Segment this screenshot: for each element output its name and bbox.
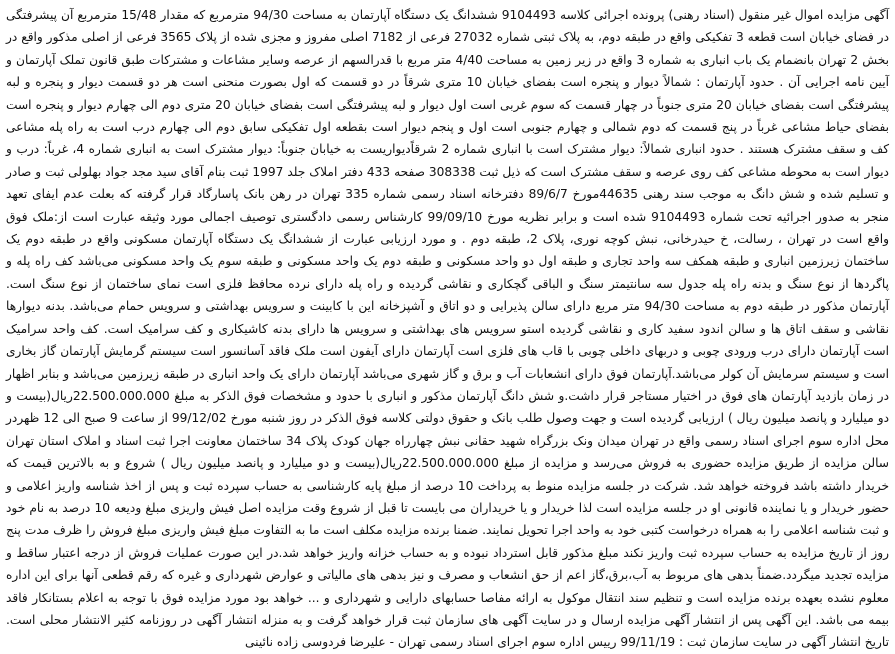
auction-notice-paragraph: آگهی مزایده اموال غیر منقول (اسناد رهنی) پرونده اجرائی کلاسه 9104493 ششدانگ یک دستگاه آپارتمان به مساحت 94/30 مترمربع که مقدار 15/48 مترمربع آن پیشرفتگی در فضای خیابان است قطعه 3 تفکیکی واقع در طبقه دوم، به پلاک ثبتی شماره 27032 فرعی از 7182 اصلی مفروز و مجزی شده از پلاک 3565 فرعی از اصلی مذکور واقع در بخش 2 تهران بانضمام یک باب انباری به شماره 3 واقع در زیر زمین به مساحت 4/40 متر مربع با قدرالسهم از عرصه وسایر مشاعات و مشترکات طبق قانون تملک آپارتمان و آیین نامه اجرایی آن . حدود آپارتمان : شمالاً دیوار و پنجره است بفضای خیابان 10 متری شرقاً در دو قسمت که اول بصورت منحنی است هر دو قسمت دیوار و پنجره و لبه پیشرفتگی است بفضای خیابان 20 متری جنوباً در چهار قسمت که سوم غربی است اول دیوار و لبه پیشرفتگی است بفضای خیابان 20 متری دوم الی چهارم دیوار و پنجره است بفضای حیاط مشاعی غرباً در پنج قسمت که دوم شمالی و چهارم جنوبی است اول و پنجم دیوار است بقطعه اول تفکیکی سابق دوم الی چهارم درب است به راه پله مشاعی کف و سقف مشترک هستند . حدود انباری شمالاً: دیوار مشترک است با انباری شماره 2 شرقاًدیواریست به خیابان جنوباً: دیوار مشترک است به انباری شماره 4، غرباً: درب و دیوار است به محوطه مشاعی کف روی عرصه و سقف مشترک است که ذیل ثبت 308338 صفحه 433 دفتر املاک جلد 1997 ثبت بنام آقای سید مجد جواد بهلولی ثبت و صادر و تسلیم شده و شش دانگ به موجب سند رهنی 44635مورخ 89/6/7 دفترخانه اسناد رسمی شماره 335 تهران در رهن بانک پاسارگاد قرار گرفته که بعلت عدم ایفای تعهد منجر به صدور اجرائیه تحت شماره 9104493 شده است و برابر نظریه مورخ 99/09/10 کارشناس رسمی دادگستری توصیف اجمالی مورد وثیقه عبارت است از:ملک فوق واقع است در تهران ، رسالت، خ حیدرخانی، نبش کوچه نوری، پلاک 2، طبقه دوم . و مورد ارزیابی عبارت از ششدانگ یک دستگاه آپارتمان مسکونی واقع در طبقه دوم یک ساختمان زیرزمین انباری و طبقه همکف سه واحد تجاری و طبقه اول دو واحد مسکونی و طبقه دوم یک واحد مسکونی و طبقه سوم یک واحد مسکونی می‌باشد کف راه پله و پاگردها از نوع سنگ و بدنه راه پله جدول سه سانتیمتر سنگ و الباقی گچکاری و نقاشی گردیده و راه پله دارای نرده محافظ فلزی است نمای ساختمان از نوع سنگ است. آپارتمان مذکور در طبقه دوم به مساحت 94/30 متر مربع دارای سالن پذیرایی و دو اتاق و آشپزخانه این با کابینت و سرویس بهداشتی و سرویس حمام می‌باشد. بدنه دیوارها نقاشی و سقف اتاق ها و سالن اندود سفید کاری و نقاشی گردیده استو سرویس های بهداشتی و سرویس ها دارای بدنه کاشیکاری و کف سرامیک است. کف واحد سرامیک است آپارتمان دارای درب ورودی چوبی و دربهای داخلی چوبی با قاب های فلزی است آپارتمان دارای آیفون است ملک فاقد آسانسور است سیستم گرمایش آپارتمان گاز بخاری است و سیستم سرمایش آن کولر می‌باشد.آپارتمان فوق دارای انشعابات آب و برق و گاز شهری می‌باشد آپارتمان دارای یک واحد انباری در طبقه زیرزمین می‌باشد و بنابر اظهار در زمان بازدید آپارتمان های فوق در اختیار مستاجر قرار داشت.و شش دانگ آپارتمان مذکور و انباری با حدود و مشخصات فوق الذکر به مبلغ 22.500.000.000ریال(بیست و دو میلیارد و پانصد میلیون ریال ) ارزیابی گردیده است و جهت وصول طلب بانک و حقوق دولتی کلاسه فوق الذکر در روز شنبه مورخ 99/12/02 از ساعت 9 صبح الی 12 ظهردر محل اداره سوم اجرای اسناد رسمی واقع در تهران میدان ونک بزرگراه شهید حقانی نبش چهارراه جهان کودک پلاک 34 ساختمان معاونت اجرا ثبت اسناد و املاک استان تهران سالن مزایده از طریق مزایده حضوری به فروش می‌رسد و مزایده از مبلغ 22.500.000.000ریال(بیست و دو میلیارد و پانصد میلیون ریال ) شروع و به بالاترین قیمت که خریدار داشته باشد فروخته خواهد شد. شرکت در جلسه مزایده منوط به پرداخت 10 درصد از مبلغ پایه کارشناسی به حساب سپرده ثبت و پس از اخذ شناسه واریز اعلامی و حضور خریدار و یا نماینده قانونی او در جلسه مزایده است لذا خریدار و یا خریداران می بایست تا قبل از شروع وقت مزایده اصل فیش واریزی مبلغ ودیعه 10 درصد به نام خود و ثبت شناسه اعلامی را به همراه درخواست کتبی خود به واحد اجرا تحویل نمایند. ضمنا برنده مزایده مکلف است ما به التفاوت مبلغ فیش واریزی مبلغ فروش را ظرف مدت پنج روز از تاریخ مزایده به حساب سپرده ثبت واریز نکند مبلغ مذکور قابل استرداد نبوده و به حساب خزانه واریز خواهد شد.در این صورت عملیات فروش از درجه اعتبار ساقط و مزایده تجدید میگردد.ضمناً بدهی های مربوط به آب،برق،گاز اعم از حق انشعاب و مصرف و نیز بدهی های مالیاتی و عوارض شهرداری و غیره که رقم قطعی آنها برای این اداره معلوم نشده بعهده برنده مزایده است و تنظیم سند انتقال موکول به ارائه مفاصا حسابهای دارایی و شهرداری و ... خواهد بود مورد مزایده فوق با توجه به اعلام بستانکار فاقد بیمه می باشد. این آگهی پس از انتشار آگهی مزایده ارسال و در سایت آگهی های سازمان ثبت قرار خواهد گرفت و به منزله انتشار آگهی در روزنامه کثیر الانتشار محلی است. تاریخ انتشار آگهی در سایت سازمان ثبت : 99/11/19 رییس اداره سوم اجرای اسناد رسمی تهران - علیرضا فردوسی زاده نائینی bbox=[6, 8, 890, 650]
auction-notice-text-block bbox=[6, 4, 890, 650]
